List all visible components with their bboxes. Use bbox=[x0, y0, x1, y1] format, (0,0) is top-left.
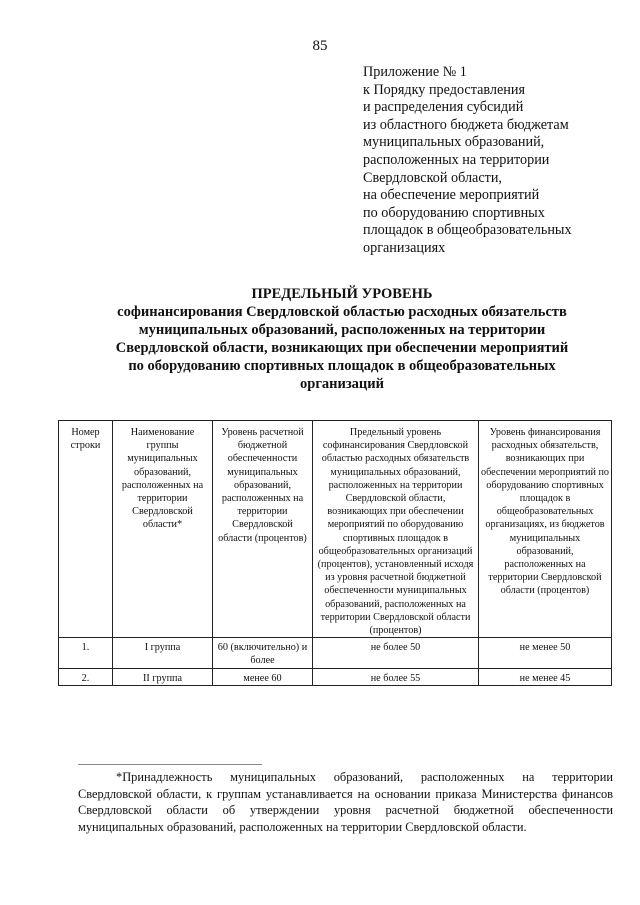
header-group-name: Наименование группы муниципальных образований, расположенных на территории Свердловской области* bbox=[113, 421, 213, 638]
footnote-divider bbox=[78, 764, 262, 765]
footnote bbox=[78, 769, 613, 835]
appendix-caption bbox=[363, 64, 623, 258]
title-line: Свердловской области, возникающих при обеспечении мероприятий bbox=[115, 340, 569, 356]
header-max-cofinancing: Предельный уровень софинансирования Свердловской областью расходных обязательств муниципальных образований, расположенных на территории Свердловской области, возникающих при обеспечении мероприятий по оборудованию спортивных площадок в общеобразовательных организаций (процентов), установленный исходя из уровня расчетной бюджетной обеспеченности муниципальных образований, расположенных на территории Свердловской области (процентов) bbox=[313, 421, 479, 638]
title-line: по оборудованию спортивных площадок в общеобразовательных bbox=[128, 358, 556, 374]
cell-row-number: 1. bbox=[59, 638, 113, 668]
appendix-line: Свердловской области, bbox=[363, 169, 502, 186]
appendix-line: из областного бюджета бюджетам bbox=[363, 116, 569, 133]
title-line: организаций bbox=[300, 376, 384, 392]
cell-budget-sufficiency: 60 (включительно) и более bbox=[213, 638, 313, 668]
appendix-line: Приложение № 1 bbox=[363, 64, 467, 80]
appendix-line: расположенных на территории bbox=[363, 151, 550, 168]
page-number: 85 bbox=[312, 38, 328, 54]
appendix-line: организациях bbox=[363, 239, 446, 256]
appendix-line: к Порядку предоставления bbox=[363, 81, 525, 98]
cell-group-name: I группа bbox=[113, 638, 213, 668]
cell-municipal-funding: не менее 45 bbox=[479, 668, 612, 685]
cell-municipal-funding: не менее 50 bbox=[479, 638, 612, 668]
title-line: ПРЕДЕЛЬНЫЙ УРОВЕНЬ bbox=[251, 286, 433, 302]
header-municipal-funding: Уровень финансирования расходных обязательств, возникающих при обеспечении мероприятий по оборудованию спортивных площадок в общеобразовательных организациях, из бюджетов муниципальных образований, расположенных на территории Свердловской области (процентов) bbox=[479, 421, 612, 638]
cell-max-cofinancing: не более 50 bbox=[313, 638, 479, 668]
table-header-row bbox=[59, 421, 612, 638]
appendix-line: по оборудованию спортивных bbox=[363, 204, 545, 221]
table-row bbox=[59, 668, 612, 685]
cell-row-number: 2. bbox=[59, 668, 113, 685]
appendix-line: на обеспечение мероприятий bbox=[363, 187, 540, 204]
title-line: софинансирования Свердловской областью расходных обязательств bbox=[117, 304, 567, 320]
footnote-text: *Принадлежность муниципальных образований, расположенных на территории Свердловской области, к группам устанавливается на основании приказа Министерства финансов Свердловской области об утверждении уровня расчетной бюджетной обеспеченности муниципальных образований, расположенных на территории Свердловской области. bbox=[78, 770, 613, 834]
title-line: муниципальных образований, расположенных на территории bbox=[138, 322, 546, 338]
document-title bbox=[60, 285, 624, 393]
cell-group-name: II группа bbox=[113, 668, 213, 685]
appendix-line: площадок в общеобразовательных bbox=[363, 222, 572, 239]
table-row bbox=[59, 638, 612, 668]
cofinancing-levels-table bbox=[58, 420, 612, 686]
cell-max-cofinancing: не более 55 bbox=[313, 668, 479, 685]
cell-budget-sufficiency: менее 60 bbox=[213, 668, 313, 685]
header-budget-sufficiency: Уровень расчетной бюджетной обеспеченности муниципальных образований, расположенных на территории Свердловской области (процентов) bbox=[213, 421, 313, 638]
header-row-number: Номер строки bbox=[59, 421, 113, 638]
appendix-line: муниципальных образований, bbox=[363, 134, 545, 151]
appendix-line: и распределения субсидий bbox=[363, 99, 524, 116]
